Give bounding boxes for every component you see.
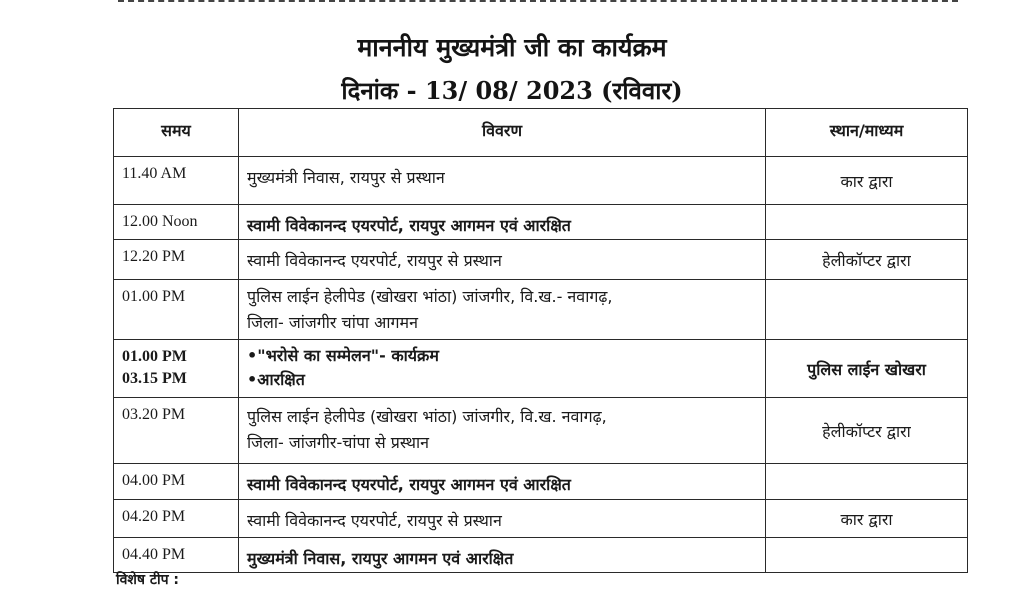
table-row bbox=[114, 464, 968, 500]
row-mode bbox=[766, 464, 968, 500]
description-line: मुख्यमंत्री निवास, रायपुर से प्रस्थान bbox=[247, 168, 445, 187]
page-title: माननीय मुख्यमंत्री जी का कार्यक्रम bbox=[357, 33, 667, 62]
description-line: जिला- जांजगीर-चांपा से प्रस्थान bbox=[247, 433, 430, 452]
row-time: 12.20 PM bbox=[114, 240, 239, 280]
description-line: स्वामी विवेकानन्द एयरपोर्ट, रायपुर आगमन एवं आरक्षित bbox=[247, 475, 571, 494]
time-start: 01.00 PM bbox=[122, 348, 187, 365]
row-mode: कार द्वारा bbox=[766, 157, 968, 205]
top-dashed-border bbox=[118, 0, 958, 4]
description-line: स्वामी विवेकानन्द एयरपोर्ट, रायपुर आगमन एवं आरक्षित bbox=[247, 216, 571, 235]
table-row bbox=[114, 340, 968, 398]
row-description bbox=[239, 538, 766, 573]
table-row bbox=[114, 205, 968, 240]
header-place-mode: स्थान/माध्यम bbox=[766, 109, 968, 157]
row-time: 04.00 PM bbox=[114, 464, 239, 500]
table-row bbox=[114, 240, 968, 280]
description-line: जिला- जांजगीर चांपा आगमन bbox=[247, 313, 418, 332]
row-description bbox=[239, 280, 766, 340]
special-note: विशेष टीप : bbox=[116, 572, 180, 588]
row-description bbox=[239, 500, 766, 538]
row-description bbox=[239, 464, 766, 500]
schedule-table bbox=[113, 108, 968, 573]
table-row bbox=[114, 500, 968, 538]
table-row bbox=[114, 280, 968, 340]
row-time: 03.20 PM bbox=[114, 398, 239, 464]
row-time: 11.40 AM bbox=[114, 157, 239, 205]
row-time bbox=[114, 340, 239, 398]
row-description bbox=[239, 398, 766, 464]
table-row bbox=[114, 157, 968, 205]
row-mode: पुलिस लाईन खोखरा bbox=[766, 340, 968, 398]
header-description: विवरण bbox=[239, 109, 766, 157]
table-row bbox=[114, 398, 968, 464]
description-line: स्वामी विवेकानन्द एयरपोर्ट, रायपुर से प्रस्थान bbox=[247, 511, 502, 530]
row-mode: कार द्वारा bbox=[766, 500, 968, 538]
row-mode bbox=[766, 205, 968, 240]
row-time: 01.00 PM bbox=[114, 280, 239, 340]
row-time: 04.20 PM bbox=[114, 500, 239, 538]
row-description bbox=[239, 340, 766, 398]
bullet-item: •आरक्षित bbox=[247, 370, 305, 389]
row-mode bbox=[766, 538, 968, 573]
row-description bbox=[239, 240, 766, 280]
description-line: पुलिस लाईन हेलीपेड (खोखरा भांठा) जांजगीर, वि.ख. नवागढ़, bbox=[247, 407, 607, 426]
description-line: स्वामी विवेकानन्द एयरपोर्ट, रायपुर से प्रस्थान bbox=[247, 251, 502, 270]
row-mode: हेलीकॉप्टर द्वारा bbox=[766, 240, 968, 280]
row-description bbox=[239, 157, 766, 205]
row-time: 12.00 Noon bbox=[114, 205, 239, 240]
date-line: दिनांक - 13/ 08/ 2023 (रविवार) bbox=[341, 76, 683, 105]
table-header-row bbox=[114, 109, 968, 157]
row-time: 04.40 PM bbox=[114, 538, 239, 573]
description-line: पुलिस लाईन हेलीपेड (खोखरा भांठा) जांजगीर, वि.ख.- नवागढ़, bbox=[247, 287, 613, 306]
row-description bbox=[239, 205, 766, 240]
table-row bbox=[114, 538, 968, 573]
row-mode bbox=[766, 280, 968, 340]
description-line: मुख्यमंत्री निवास, रायपुर आगमन एवं आरक्षित bbox=[247, 549, 514, 568]
time-end: 03.15 PM bbox=[122, 370, 187, 387]
row-mode: हेलीकॉप्टर द्वारा bbox=[766, 398, 968, 464]
bullet-item: •"भरोसे का सम्मेलन"- कार्यक्रम bbox=[247, 346, 439, 365]
header-time: समय bbox=[114, 109, 239, 157]
